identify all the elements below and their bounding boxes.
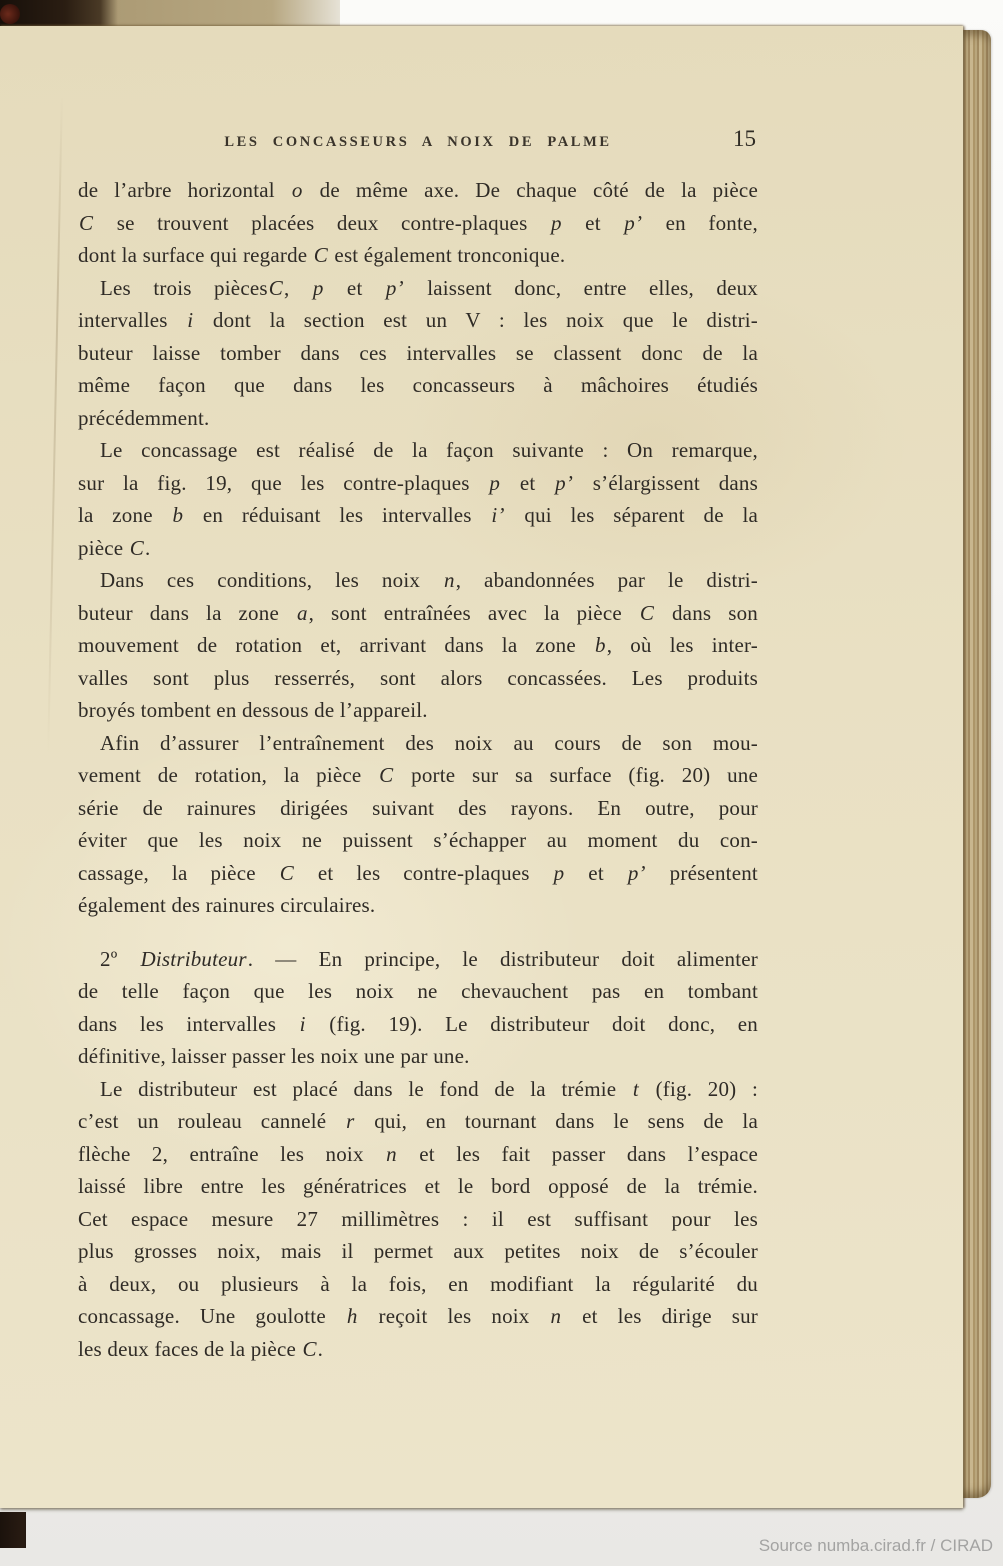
page-crease [47, 96, 63, 756]
book-cover-red-spot [0, 4, 20, 24]
text-line: concassage. Une goulotte h reçoit les noix n et les dirige sur [78, 1304, 758, 1328]
text-line: plus grosses noix, mais il permet aux petites noix de s’écouler [78, 1239, 758, 1263]
text-line: dans les intervalles i (fig. 19). Le distributeur doit donc, en [78, 1011, 758, 1036]
text-line: de l’arbre horizontal o de même axe. De chaque côté de la pièce [78, 178, 758, 202]
text-line: dont la surface qui regarde C est également tronconique. [78, 243, 566, 267]
text-line: flèche 2, entraîne les noix n et les fait passer dans l’espace [78, 1141, 758, 1166]
paragraph [78, 174, 758, 272]
text-line: cassage, la pièce C et les contre-plaques p et p’ présentent [78, 860, 758, 885]
text-line: Le distributeur est placé dans le fond de la trémie t (fig. 20) : [100, 1076, 758, 1101]
text-line: intervalles i dont la section est un V : les noix que le distri- [78, 308, 758, 332]
text-line: c’est un rouleau cannelé r qui, en tournant dans le sens de la [78, 1109, 758, 1133]
text-line: 2º Distributeur. — En principe, le distributeur doit alimenter [100, 946, 758, 971]
text-line: C se trouvent placées deux contre-plaques p et p’ en fonte, [79, 210, 758, 235]
paragraph [78, 943, 758, 1073]
paragraph [78, 564, 758, 727]
text-line: Dans ces conditions, les noix n, abandonnées par le distri- [100, 568, 758, 592]
page-title: LES CONCASSEURS A NOIX DE PALME [224, 134, 612, 150]
text-line: buteur dans la zone a, sont entraînées avec la pièce C dans son [78, 600, 758, 625]
source-watermark: Source numba.cirad.fr / CIRAD [758, 1536, 993, 1555]
text-line: Cet espace mesure 27 millimètres : il est suffisant pour les [78, 1206, 758, 1231]
text-line: Le concassage est réalisé de la façon suivante : On remarque, [100, 438, 758, 462]
paragraph [78, 434, 758, 564]
text-line: à deux, ou plusieurs à la fois, en modifiant la régularité du [78, 1271, 758, 1296]
text-line: valles sont plus resserrés, sont alors concassées. Les produits [78, 665, 758, 690]
book-page [0, 26, 963, 1508]
paragraph [78, 1073, 758, 1366]
text-line: laissé libre entre les génératrices et le bord opposé de la trémie. [78, 1174, 758, 1198]
paragraph [78, 272, 758, 435]
book-cover-corner-bottom-left [0, 1512, 26, 1548]
text-line: définitive, laisser passer les noix une par une. [78, 1044, 470, 1068]
text-line: pièce C. [78, 535, 151, 560]
text-line: vement de rotation, la pièce C porte sur sa surface (fig. 20) une [78, 763, 758, 787]
text-line: Afin d’assurer l’entraînement des noix au cours de son mou- [100, 730, 758, 755]
text-line: broyés tombent en dessous de l’appareil. [78, 698, 428, 722]
text-line: également des rainures circulaires. [78, 893, 376, 917]
text-line: mouvement de rotation et, arrivant dans la zone b, où les inter- [78, 633, 758, 657]
body-text [78, 174, 758, 1365]
page-number: 15 [733, 126, 756, 151]
text-line: de telle façon que les noix ne chevauchent pas en tombant [78, 979, 758, 1003]
text-line: série de rainures dirigées suivant des rayons. En outre, pour [78, 795, 758, 820]
paragraph [78, 727, 758, 922]
text-line: les deux faces de la pièce C. [78, 1336, 324, 1361]
text-line: éviter que les noix ne puissent s’échapper au moment du con- [78, 828, 758, 852]
text-line: précédemment. [78, 405, 210, 430]
text-line: même façon que dans les concasseurs à mâchoires étudiés [78, 373, 758, 397]
text-line: Les trois piècesC, p et p’ laissent donc, entre elles, deux [100, 275, 758, 300]
running-header [78, 126, 758, 160]
text-line: sur la fig. 19, que les contre-plaques p et p’ s’élargissent dans [78, 470, 758, 495]
text-line: la zone b en réduisant les intervalles i’ qui les séparent de la [78, 503, 759, 527]
text-line: buteur laisse tomber dans ces intervalles se classent donc de la [78, 340, 758, 365]
